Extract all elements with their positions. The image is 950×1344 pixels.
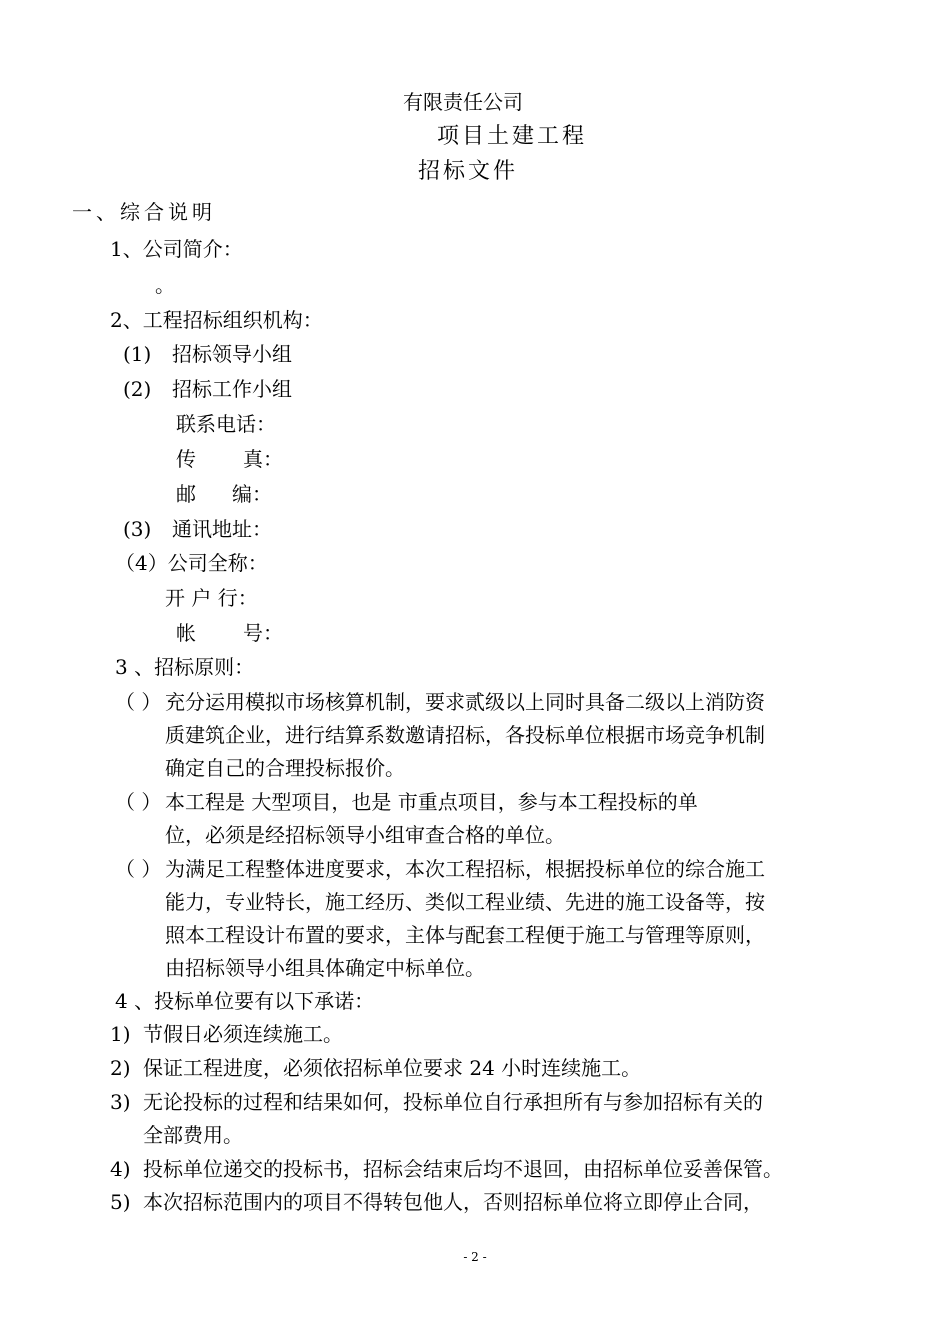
title-doc: 招标文件 <box>418 159 519 184</box>
promise-num: 4) <box>110 1157 131 1181</box>
promise-num: 2) <box>110 1056 131 1080</box>
principle-line: 充分运用模拟市场核算机制，要求贰级以上同时具备二级以上消防资 <box>165 690 765 714</box>
address-label: 通讯地址： <box>172 517 272 541</box>
principle-mark: （ ） <box>115 790 162 814</box>
principle-line: 为满足工程整体进度要求，本次工程招标，根据投标单位的综合施工 <box>165 857 765 881</box>
principle-mark: （ ） <box>115 690 162 714</box>
org-item-text: 招标领导小组 <box>172 342 292 366</box>
promise-line: 节假日必须连续施工。 <box>143 1022 343 1046</box>
principles-label: 3 、招标原则： <box>115 655 255 679</box>
promise-line: 全部费用。 <box>143 1123 243 1147</box>
promise-line: 无论投标的过程和结果如何，投标单位自行承担所有与参加招标有关的 <box>143 1090 763 1114</box>
promise-num: 5) <box>110 1190 131 1214</box>
org-item-num: (1) <box>123 342 152 366</box>
org-item-text: 招标工作小组 <box>172 377 292 401</box>
postcode-label-b: 编： <box>232 482 272 506</box>
section-heading: 一、综合说明 <box>72 200 216 224</box>
title-project: 项目土建工程 <box>437 124 588 149</box>
promise-num: 1) <box>110 1022 131 1046</box>
org-item-num: (2) <box>123 377 152 401</box>
account-label-a: 帐 <box>176 621 196 645</box>
principle-line: 照本工程设计布置的要求，主体与配套工程便于施工与管理等原则， <box>165 923 765 947</box>
promise-line: 本次招标范围内的项目不得转包他人，否则招标单位将立即停止合同， <box>143 1190 763 1214</box>
postcode-label-a: 邮 <box>176 482 196 506</box>
principle-mark: （ ） <box>115 857 162 881</box>
principle-line: 由招标领导小组具体确定中标单位。 <box>165 956 485 980</box>
address-num: (3) <box>123 517 152 541</box>
org-label: 2、工程招标组织机构： <box>110 308 323 332</box>
account-label-b: 号： <box>243 621 283 645</box>
promise-line: 保证工程进度，必须依招标单位要求 24 小时连续施工。 <box>143 1056 642 1080</box>
promise-num: 3) <box>110 1090 131 1114</box>
fax-label-a: 传 <box>176 447 196 471</box>
promise-label: 4 、投标单位要有以下承诺： <box>115 989 375 1013</box>
promise-line: 投标单位递交的投标书，招标会结束后均不退回，由招标单位妥善保管。 <box>143 1157 783 1181</box>
intro-text: 。 <box>155 273 175 297</box>
title-company: 有限责任公司 <box>403 90 523 114</box>
contact-phone-label: 联系电话： <box>176 412 276 436</box>
principle-line: 质建筑企业，进行结算系数邀请招标，各投标单位根据市场竞争机制 <box>165 723 765 747</box>
fullname-label: （4）公司全称： <box>115 551 268 575</box>
fax-label-b: 真： <box>243 447 283 471</box>
principle-line: 位，必须是经招标领导小组审查合格的单位。 <box>165 823 565 847</box>
page-number: - 2 - <box>463 1250 487 1264</box>
principle-line: 确定自己的合理投标报价。 <box>165 756 405 780</box>
bank-label: 开 户 行： <box>165 586 258 610</box>
intro-label: 1、公司简介： <box>110 237 243 261</box>
principle-line: 能力，专业特长，施工经历、类似工程业绩、先进的施工设备等，按 <box>165 890 765 914</box>
principle-line: 本工程是 大型项目，也是 市重点项目，参与本工程投标的单 <box>165 790 698 814</box>
